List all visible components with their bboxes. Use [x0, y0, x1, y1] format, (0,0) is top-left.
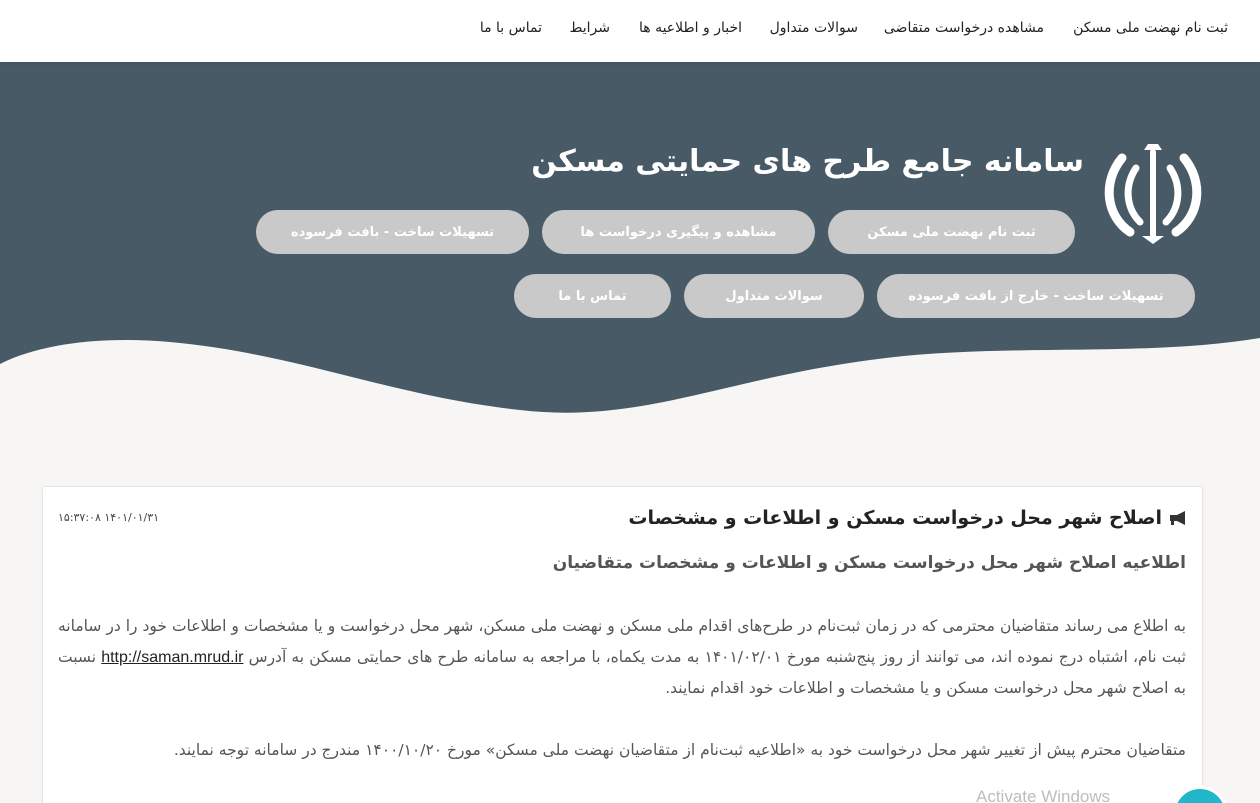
iran-emblem-icon [1100, 140, 1206, 244]
saman-link[interactable]: http://saman.mrud.ir [101, 649, 244, 666]
hero-button-contact[interactable]: تماس با ما [514, 274, 671, 318]
news-paragraph-1-text: به اطلاع می رساند متقاضیان محترمی که در زمان ثبت‌نام در طرح‌های اقدام ملی مسکن و نهضت ملی مسکن، شهر محل درخواست و یا مشخصات و اطلاعات خود را در سامانه ثبت نام، اشتباه درج نموده اند، می توانند از روز پنج‌شنبه مورخ ۱۴۰۱/۰۲/۰۱ به مدت یکماه، با مراجعه به سامانه طرح های حمایتی مسکن به آدرس [58, 617, 1186, 666]
hero-title: سامانه جامع طرح های حمایتی مسکن [531, 144, 1084, 179]
hero-banner [0, 62, 1260, 422]
nav-link-conditions[interactable]: شرایط [569, 20, 610, 36]
nav-link-contact[interactable]: تماس با ما [479, 20, 542, 36]
news-title-text: اصلاح شهر محل درخواست مسکن و اطلاعات و مشخصات [628, 507, 1162, 529]
nav-link-news[interactable]: اخبار و اطلاعیه ها [638, 20, 742, 36]
hero-button-faq[interactable]: سوالات متداول [684, 274, 864, 318]
news-subheading: اطلاعیه اصلاح شهر محل درخواست مسکن و اطلاعات و مشخصات متقاضیان [552, 553, 1186, 573]
news-paragraph-1 [58, 611, 1186, 704]
activate-windows-watermark: Activate Windows [976, 787, 1111, 803]
hero-button-national-housing-registration[interactable]: ثبت نام نهضت ملی مسکن [828, 210, 1075, 254]
top-navbar [0, 0, 1260, 62]
megaphone-icon [1168, 510, 1186, 526]
hero-button-construction-loans-old-texture[interactable]: تسهیلات ساخت - بافت فرسوده [256, 210, 529, 254]
hero-button-construction-loans-outside-old-texture[interactable]: تسهیلات ساخت - خارج از بافت فرسوده [877, 274, 1195, 318]
nav-link-view-application[interactable]: مشاهده درخواست متقاضی [883, 20, 1044, 36]
news-paragraph-1-tail: نسبت به اصلاح شهر محل درخواست مسکن و یا مشخصات و اطلاعات خود اقدام نمایند. [58, 648, 1186, 697]
news-date: ۱۵:۳۷:۰۸ ۱۴۰۱/۰۱/۳۱ [58, 511, 160, 524]
nav-link-national-housing-registration[interactable]: ثبت نام نهضت ملی مسکن [1073, 20, 1228, 36]
news-paragraph-2: متقاضیان محترم پیش از تغییر شهر محل درخواست خود به «اطلاعیه ثبت‌نام از متقاضیان نهضت ملی مسکن» مورخ ۱۴۰۰/۱۰/۲۰ مندرج در سامانه توجه نمایند. [173, 741, 1186, 759]
news-card [42, 486, 1203, 803]
hero-button-view-track-requests[interactable]: مشاهده و پیگیری درخواست ها [542, 210, 815, 254]
news-title[interactable] [628, 507, 1186, 529]
nav-link-faq[interactable]: سوالات متداول [769, 20, 858, 36]
